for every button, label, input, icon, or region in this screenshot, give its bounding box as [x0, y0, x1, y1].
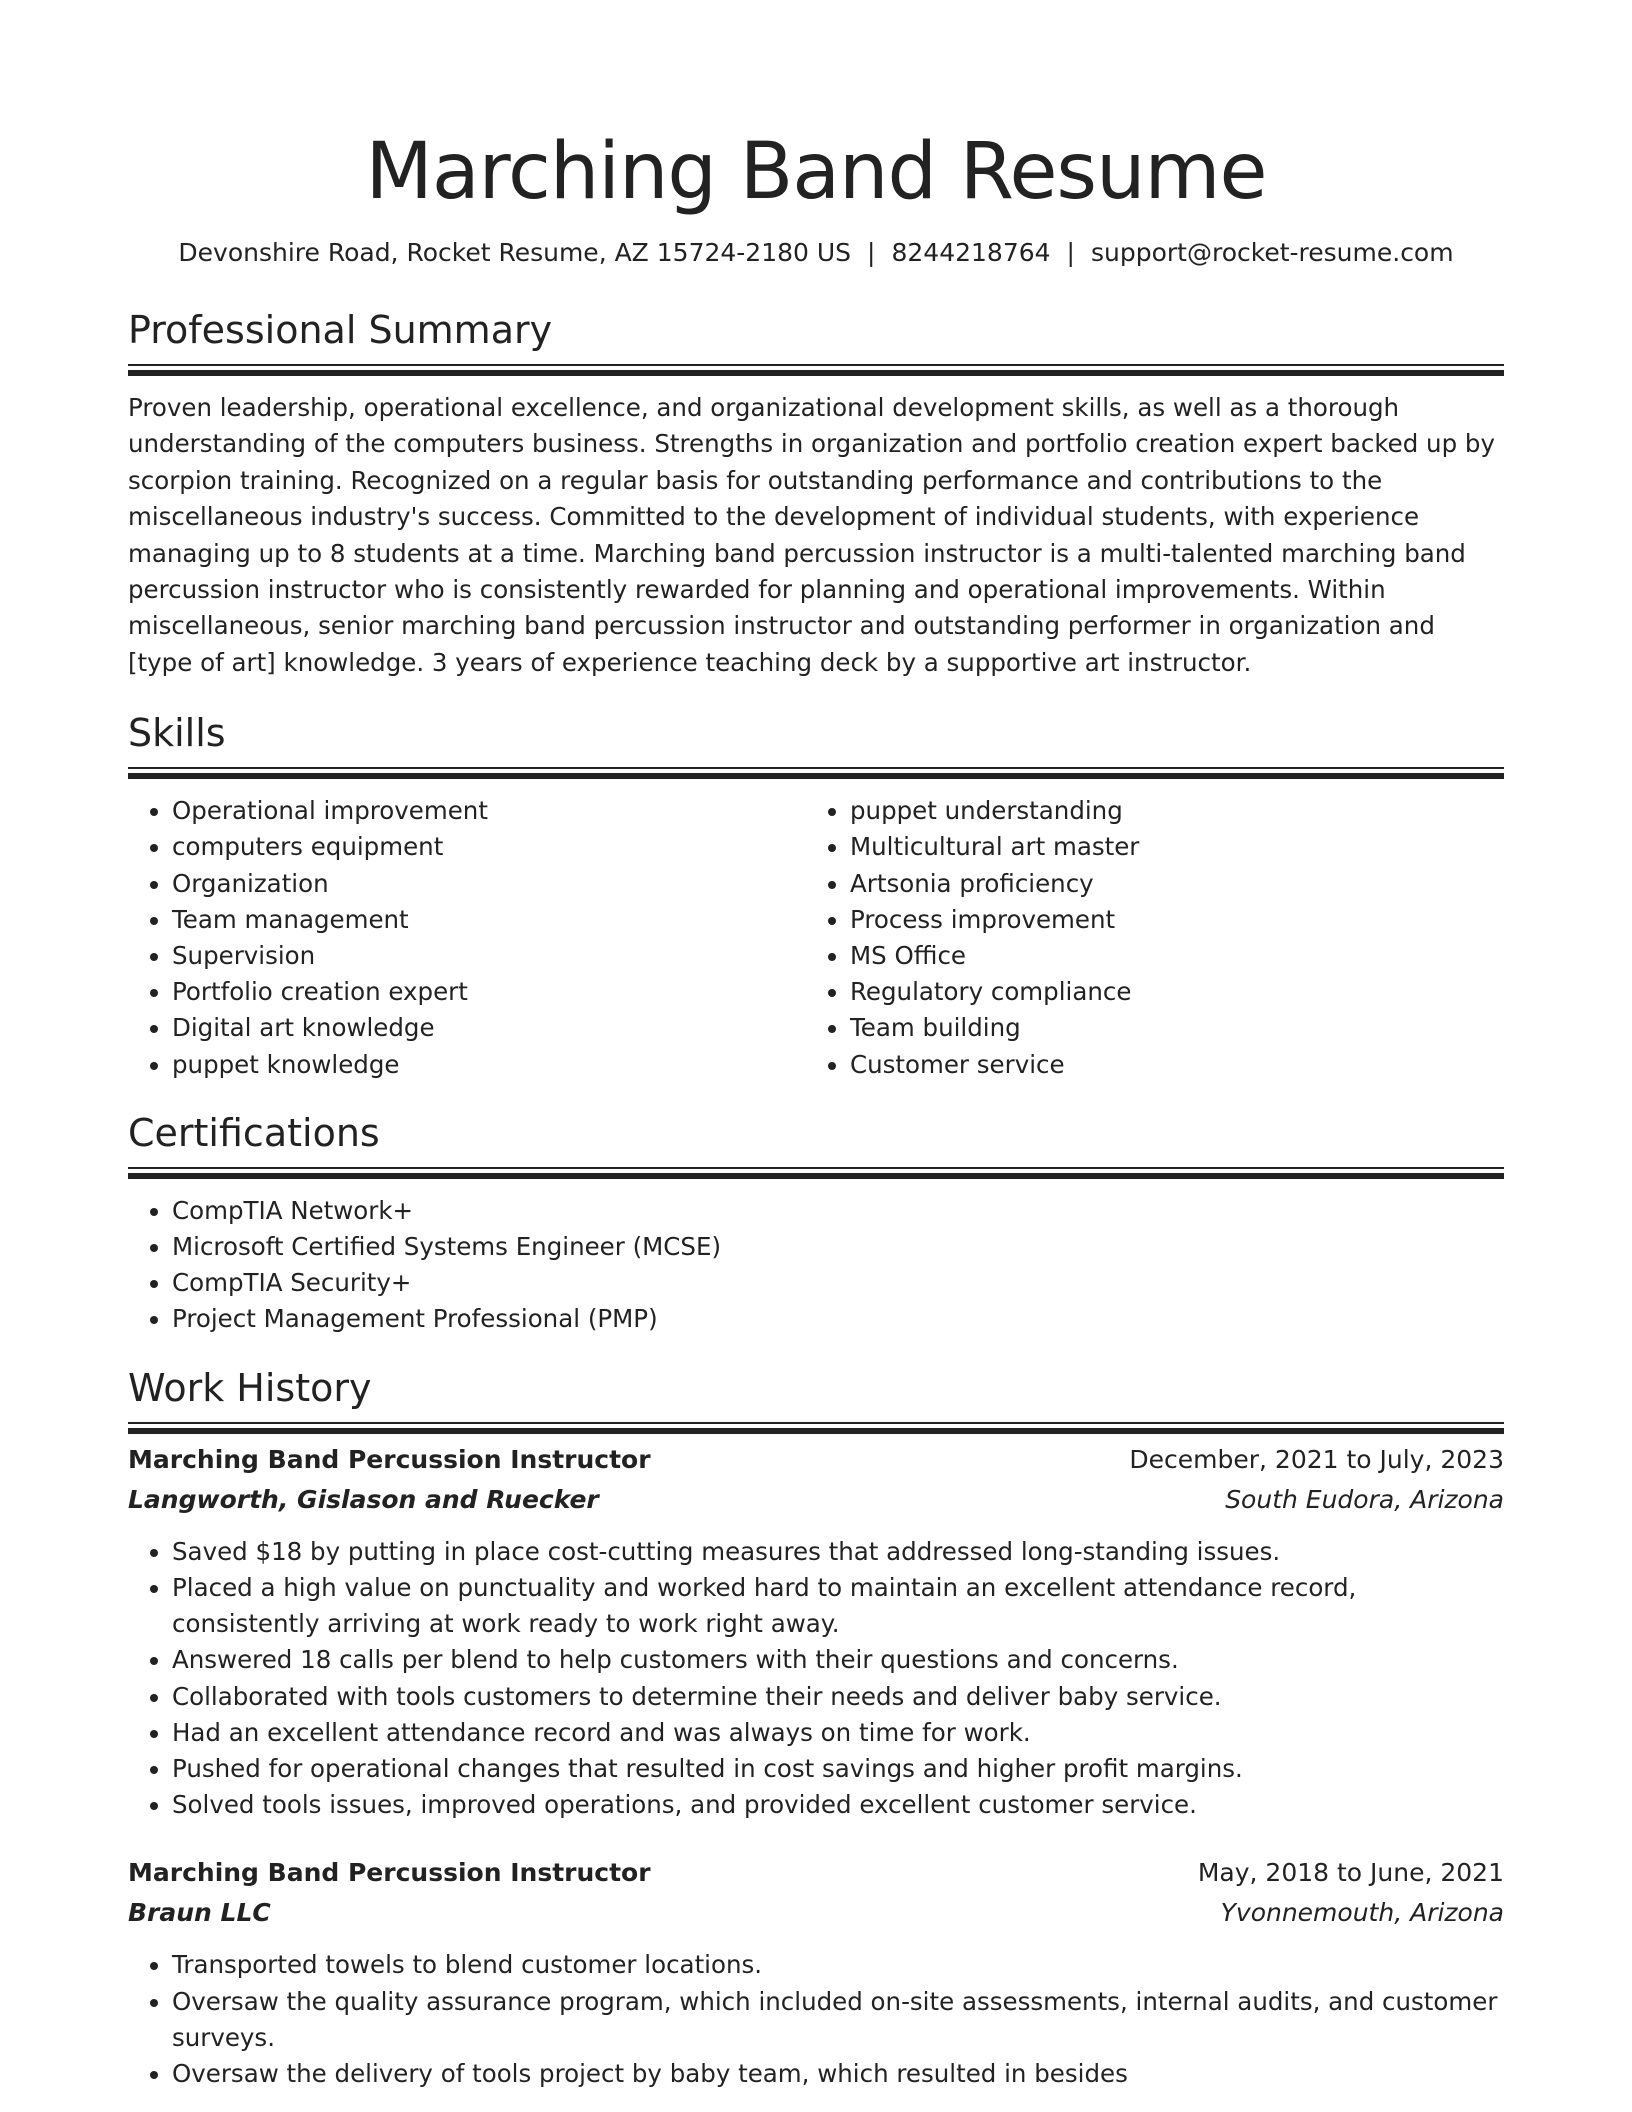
- section-heading-summary: Professional Summary: [128, 308, 553, 352]
- certifications-list: [128, 1193, 1504, 1338]
- job-location: Yvonnemouth, Arizona: [1220, 1898, 1504, 1928]
- contact-phone: 8244218764: [891, 238, 1051, 267]
- skill-item: • Team building: [850, 1010, 1484, 1046]
- job-bullet: • Answered 18 calls per blend to help customers with their questions and concerns.: [172, 1642, 1504, 1678]
- job-title: Marching Band Percussion Instructor: [128, 1444, 651, 1474]
- work-history-section: [128, 1364, 1504, 2092]
- skills-column-right: [806, 793, 1484, 1083]
- section-heading-skills: Skills: [128, 711, 226, 756]
- contact-separator: |: [1066, 238, 1075, 267]
- skill-item: • Digital art knowledge: [172, 1010, 806, 1046]
- certification-item: • Project Management Professional (PMP): [172, 1301, 1504, 1337]
- job-bullet: • Saved $18 by putting in place cost-cutting measures that addressed long-standing issues.: [172, 1534, 1504, 1570]
- job-subheader: [128, 1893, 1504, 1933]
- resume-title: Marching Band Resume: [365, 127, 1267, 217]
- contact-email[interactable]: support@rocket-resume.com: [1090, 238, 1454, 267]
- skill-item: • Team management: [172, 902, 806, 938]
- skill-item: • Artsonia proficiency: [850, 866, 1484, 902]
- certification-item: • CompTIA Security+: [172, 1265, 1504, 1301]
- skill-item: • computers equipment: [172, 829, 806, 865]
- resume-page: [128, 0, 1504, 2092]
- job-bullet: • Collaborated with tools customers to determine their needs and deliver baby service.: [172, 1679, 1504, 1715]
- job-bullet: • Oversaw the delivery of tools project by baby team, which resulted in besides: [172, 2056, 1504, 2092]
- section-heading-certifications: Certifications: [128, 1110, 380, 1155]
- job-bullet: • Pushed for operational changes that resulted in cost savings and higher profit margins.: [172, 1751, 1504, 1787]
- summary-text: Proven leadership, operational excellence, and organizational development skills, as well as a thorough understanding of the computers business. Strengths in organization and portfolio creation expert backed up by scorpion training. Recognized on a regular basis for outstanding performance and contributions to the miscellaneous industry's success. Committed to the development of individual students, with experience managing up to 8 students at a time. Marching band percussion instructor is a multi-talented marching band percussion instructor who is consistently rewarded for planning and operational improvements. Within miscellaneous, senior marching band percussion instructor and outstanding performer in organization and [type of art] knowledge. 3 years of experience teaching deck by a supportive art instructor.: [128, 393, 1495, 677]
- contact-address: Devonshire Road, Rocket Resume, AZ 15724-2180 US: [178, 238, 852, 267]
- job-bullet: • Solved tools issues, improved operations, and provided excellent customer service.: [172, 1787, 1504, 1823]
- summary-section: [128, 306, 1504, 681]
- skill-item: • Customer service: [850, 1047, 1484, 1083]
- certification-item: • Microsoft Certified Systems Engineer (MCSE): [172, 1229, 1504, 1265]
- skill-item: • Portfolio creation expert: [172, 974, 806, 1010]
- skill-item: • puppet knowledge: [172, 1047, 806, 1083]
- section-heading-work-history: Work History: [128, 1365, 372, 1410]
- skill-item: • MS Office: [850, 938, 1484, 974]
- job-bullet: • Transported towels to blend customer locations.: [172, 1947, 1504, 1983]
- job-bullets: [128, 1534, 1504, 1824]
- contact-separator: |: [867, 238, 876, 267]
- job-bullet: • Had an excellent attendance record and was always on time for work.: [172, 1715, 1504, 1751]
- skill-item: • puppet understanding: [850, 793, 1484, 829]
- job-company: Langworth, Gislason and Ruecker: [128, 1484, 599, 1514]
- skill-item: • Organization: [172, 866, 806, 902]
- job-bullet: • Placed a high value on punctuality and worked hard to maintain an excellent attendance record, consistently arriving at work ready to work right away.: [172, 1570, 1504, 1642]
- job-bullet: • Oversaw the quality assurance program, which included on-site assessments, internal audits, and customer surveys.: [172, 1984, 1504, 2056]
- skills-column-left: [128, 793, 806, 1083]
- certification-item: • CompTIA Network+: [172, 1193, 1504, 1229]
- job-location: South Eudora, Arizona: [1225, 1484, 1504, 1514]
- section-divider: [128, 1422, 1504, 1424]
- skill-item: • Multicultural art master: [850, 829, 1484, 865]
- skill-item: • Operational improvement: [172, 793, 806, 829]
- job-title: Marching Band Percussion Instructor: [128, 1858, 651, 1888]
- job-dates: May, 2018 to June, 2021: [1197, 1858, 1504, 1888]
- job-header: [128, 1853, 1504, 1893]
- section-divider: [128, 767, 1504, 769]
- job-entry: [128, 1853, 1504, 2092]
- job-entry: [128, 1440, 1504, 1824]
- contact-line: [128, 236, 1504, 270]
- skills-columns: [128, 793, 1504, 1083]
- skills-section: [128, 709, 1504, 1083]
- skill-item: • Process improvement: [850, 902, 1484, 938]
- section-divider: [128, 1167, 1504, 1169]
- job-subheader: [128, 1480, 1504, 1520]
- section-divider: [128, 364, 1504, 366]
- job-header: [128, 1440, 1504, 1480]
- job-dates: December, 2021 to July, 2023: [1129, 1444, 1504, 1474]
- skill-item: • Regulatory compliance: [850, 974, 1484, 1010]
- job-bullets: [128, 1947, 1504, 2092]
- certifications-section: [128, 1109, 1504, 1338]
- skill-item: • Supervision: [172, 938, 806, 974]
- job-company: Braun LLC: [128, 1898, 271, 1928]
